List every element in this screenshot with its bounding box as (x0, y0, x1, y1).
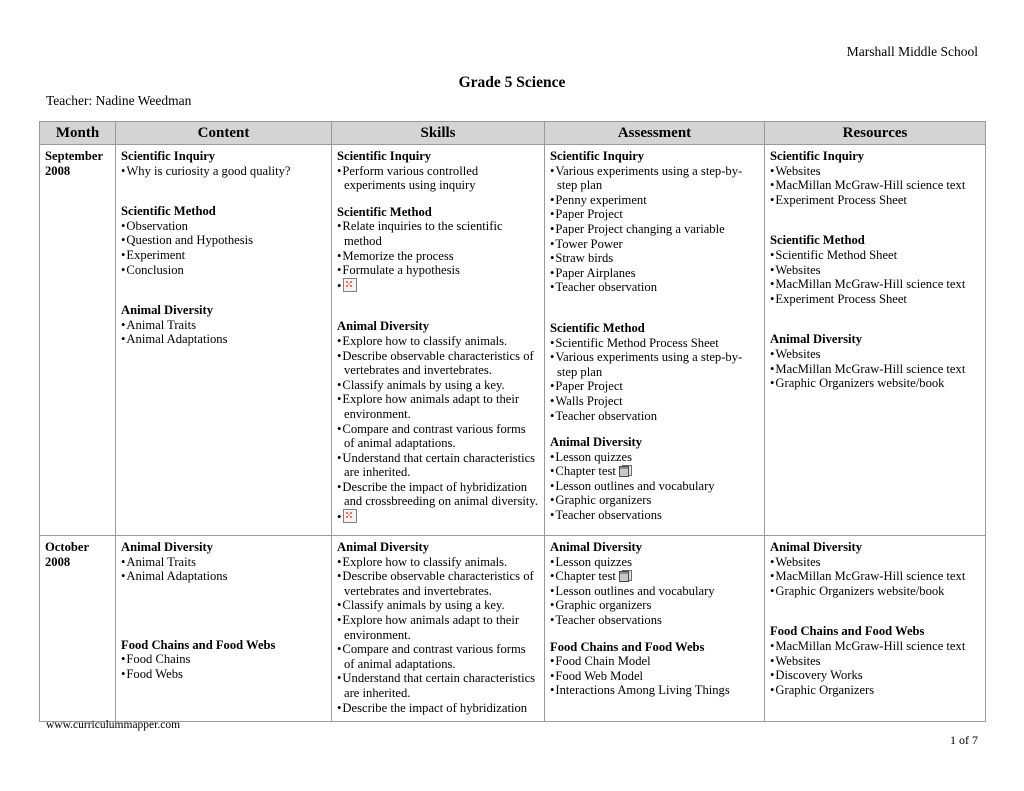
resources-group (770, 233, 980, 306)
list-item: • Experiment Process Sheet (770, 193, 980, 208)
content-group (121, 540, 326, 584)
column-header-skills: Skills (332, 122, 545, 145)
skills-group (337, 540, 539, 715)
list-item: • Explore how to classify animals. (337, 555, 539, 570)
list-item: • Scientific Method Process Sheet (550, 336, 759, 351)
assessment-group (550, 540, 759, 628)
cell-skills (332, 145, 545, 536)
list-item: • Websites (770, 347, 980, 362)
list-item: • Interactions Among Living Things (550, 683, 759, 698)
group-title: Scientific Inquiry (550, 149, 645, 163)
table-header-row (40, 122, 986, 145)
bullet-list (550, 336, 759, 424)
list-item: • Explore how to classify animals. (337, 334, 539, 349)
cell-content (116, 536, 332, 722)
list-item: • Graphic organizers (550, 598, 759, 613)
list-item: • Describe the impact of hybridization (337, 701, 539, 716)
list-item: • Why is curiosity a good quality? (121, 164, 326, 179)
spacer (770, 306, 980, 332)
list-item: • Lesson quizzes (550, 450, 759, 465)
list-item: • Explore how animals adapt to their environment. (337, 613, 539, 642)
spacer (121, 178, 326, 204)
table-body (40, 145, 986, 722)
list-item: • Websites (770, 654, 980, 669)
bullet-list (337, 334, 539, 525)
list-item (550, 569, 759, 584)
cell-resources (765, 145, 986, 536)
list-item: • MacMillan McGraw-Hill science text (770, 178, 980, 193)
cell-assessment (545, 145, 765, 536)
list-item: • Penny experiment (550, 193, 759, 208)
bullet-list (770, 347, 980, 391)
bullet-list (121, 164, 326, 179)
list-item: • Paper Project (550, 379, 759, 394)
assessment-group (550, 321, 759, 423)
list-item: • Classify animals by using a key. (337, 598, 539, 613)
group-title: Animal Diversity (337, 319, 429, 334)
list-item: • Paper Airplanes (550, 266, 759, 281)
bullet-list (770, 248, 980, 306)
column-header-assessment: Assessment (545, 122, 765, 145)
list-item: • Describe observable characteristics of vertebrates and invertebrates. (337, 569, 539, 598)
resources-group (770, 540, 980, 598)
column-header-month: Month (40, 122, 116, 145)
list-item: • Compare and contrast various forms of animal adaptations. (337, 422, 539, 451)
group-title: Food Chains and Food Webs (550, 639, 705, 654)
bullet-list (550, 654, 759, 698)
list-item: • Straw birds (550, 251, 759, 266)
group-title: Scientific Inquiry (121, 149, 216, 163)
list-item: • Conclusion (121, 263, 326, 278)
list-item: • Lesson outlines and vocabulary (550, 479, 759, 494)
spacer (337, 193, 539, 205)
list-item: • MacMillan McGraw-Hill science text (770, 569, 980, 584)
group-title: Animal Diversity (337, 540, 429, 554)
month-line-1: October (45, 540, 90, 554)
assessment-group (550, 640, 759, 698)
spacer (121, 584, 326, 638)
spacer (550, 628, 759, 640)
list-item: • Various experiments using a step-by-step plan (550, 350, 759, 379)
list-item: • Food Webs (121, 667, 326, 682)
list-item: • MacMillan McGraw-Hill science text (770, 639, 980, 654)
skills-group (337, 205, 539, 294)
group-title: Animal Diversity (121, 540, 213, 554)
list-item (550, 464, 759, 479)
list-item: • Graphic organizers (550, 493, 759, 508)
list-item: • Scientific Method Sheet (770, 248, 980, 263)
assessment-group (550, 435, 759, 523)
list-item: • Food Web Model (550, 669, 759, 684)
list-item: • Food Chain Model (550, 654, 759, 669)
bullet-list (770, 555, 980, 599)
table-row (40, 536, 986, 722)
list-item: • Compare and contrast various forms of animal adaptations. (337, 642, 539, 671)
list-item: • Walls Project (550, 394, 759, 409)
month-line-1: September (45, 149, 104, 163)
footer-page-number: 1 of 7 (950, 733, 978, 747)
list-item: • Experiment Process Sheet (770, 292, 980, 307)
list-item: • Animal Adaptations (121, 569, 326, 584)
group-title: Scientific Inquiry (770, 149, 865, 163)
page-title: Grade 5 Science (458, 74, 566, 91)
list-item: • Perform various controlled experiments using inquiry (337, 164, 539, 193)
cell-content (116, 145, 332, 536)
list-item: • Classify animals by using a key. (337, 378, 539, 393)
broken-image-icon (343, 509, 357, 523)
list-item: • Graphic Organizers website/book (770, 376, 980, 391)
spacer (550, 295, 759, 321)
spacer (770, 207, 980, 233)
footer-url: www.curriculummapper.com (46, 719, 181, 731)
bullet-list (121, 318, 326, 347)
spacer (337, 293, 539, 319)
group-title: Scientific Inquiry (337, 149, 432, 163)
list-item: • Lesson outlines and vocabulary (550, 584, 759, 599)
list-item: • Question and Hypothesis (121, 233, 326, 248)
list-item: • Relate inquiries to the scientific method (337, 219, 539, 248)
list-item: • Memorize the process (337, 249, 539, 264)
group-title: Animal Diversity (121, 303, 213, 318)
list-item: • MacMillan McGraw-Hill science text (770, 277, 980, 292)
list-item-label: Chapter test (555, 569, 616, 584)
list-item: • Tower Power (550, 237, 759, 252)
bullet-list (337, 219, 539, 293)
group-title: Food Chains and Food Webs (770, 624, 925, 639)
assessment-group (550, 149, 759, 295)
skills-group (337, 149, 539, 193)
spacer (550, 423, 759, 435)
school-name: Marshall Middle School (846, 44, 978, 59)
documents-icon (619, 465, 632, 477)
content-group (121, 149, 326, 178)
cell-skills (332, 536, 545, 722)
list-item: • Food Chains (121, 652, 326, 667)
group-title: Scientific Method (770, 233, 865, 248)
list-item: • Websites (770, 555, 980, 570)
list-item: • Observation (121, 219, 326, 234)
list-item: • Understand that certain characteristics are inherited. (337, 451, 539, 480)
skills-group (337, 319, 539, 524)
resources-group (770, 149, 980, 207)
content-group (121, 204, 326, 277)
list-item: • Teacher observation (550, 409, 759, 424)
bullet-list (337, 555, 539, 716)
list-item: • Discovery Works (770, 668, 980, 683)
list-item: • Teacher observation (550, 280, 759, 295)
content-group (121, 303, 326, 347)
resources-group (770, 332, 980, 390)
list-item: • Websites (770, 164, 980, 179)
group-title: Scientific Method (121, 204, 216, 219)
cell-resources (765, 536, 986, 722)
spacer (121, 277, 326, 303)
list-item: • Animal Traits (121, 555, 326, 570)
month-line-2: 2008 (45, 163, 71, 178)
broken-image-icon (343, 278, 357, 292)
list-item: • Teacher observations (550, 508, 759, 523)
list-item-label: Chapter test (555, 464, 616, 479)
group-title: Animal Diversity (770, 332, 862, 347)
cell-month (40, 536, 116, 722)
list-item: • Experiment (121, 248, 326, 263)
bullet-list (550, 555, 759, 628)
group-title: Scientific Method (550, 320, 645, 335)
list-item: • Animal Traits (121, 318, 326, 333)
teacher-line: Teacher: Nadine Weedman (46, 93, 192, 108)
bullet-list (337, 164, 539, 193)
list-item: • Animal Adaptations (121, 332, 326, 347)
list-item: • Websites (770, 263, 980, 278)
table-row (40, 145, 986, 536)
list-item-icon (337, 509, 539, 525)
bullet-list (770, 164, 980, 208)
content-group (121, 638, 326, 682)
bullet-list (121, 555, 326, 584)
column-header-resources: Resources (765, 122, 986, 145)
bullet-list (550, 164, 759, 295)
column-header-content: Content (116, 122, 332, 145)
list-item-icon (337, 278, 539, 294)
list-item: • Various experiments using a step-by-step plan (550, 164, 759, 193)
list-item: • Lesson quizzes (550, 555, 759, 570)
list-item: • Paper Project (550, 207, 759, 222)
bullet-list (770, 639, 980, 697)
list-item: • Explore how animals adapt to their environment. (337, 392, 539, 421)
group-title: Scientific Method (337, 204, 432, 219)
list-item: • Teacher observations (550, 613, 759, 628)
month-line-2: 2008 (45, 554, 71, 569)
bullet-list (121, 652, 326, 681)
list-item: • Graphic Organizers website/book (770, 584, 980, 599)
bullet-list (550, 450, 759, 523)
list-item: • Describe observable characteristics of vertebrates and invertebrates. (337, 349, 539, 378)
spacer (770, 598, 980, 624)
cell-month (40, 145, 116, 536)
resources-group (770, 624, 980, 697)
bullet-list (121, 219, 326, 277)
group-title: Food Chains and Food Webs (121, 637, 276, 652)
list-item: • MacMillan McGraw-Hill science text (770, 362, 980, 377)
group-title: Animal Diversity (770, 540, 862, 554)
list-item: • Paper Project changing a variable (550, 222, 759, 237)
list-item: • Formulate a hypothesis (337, 263, 539, 278)
cell-assessment (545, 536, 765, 722)
group-title: Animal Diversity (550, 540, 642, 554)
curriculum-map-table (39, 121, 986, 722)
list-item: • Understand that certain characteristics are inherited. (337, 671, 539, 700)
list-item: • Describe the impact of hybridization and crossbreeding on animal diversity. (337, 480, 539, 509)
group-title: Animal Diversity (550, 435, 642, 450)
documents-icon (619, 570, 632, 582)
list-item: • Graphic Organizers (770, 683, 980, 698)
